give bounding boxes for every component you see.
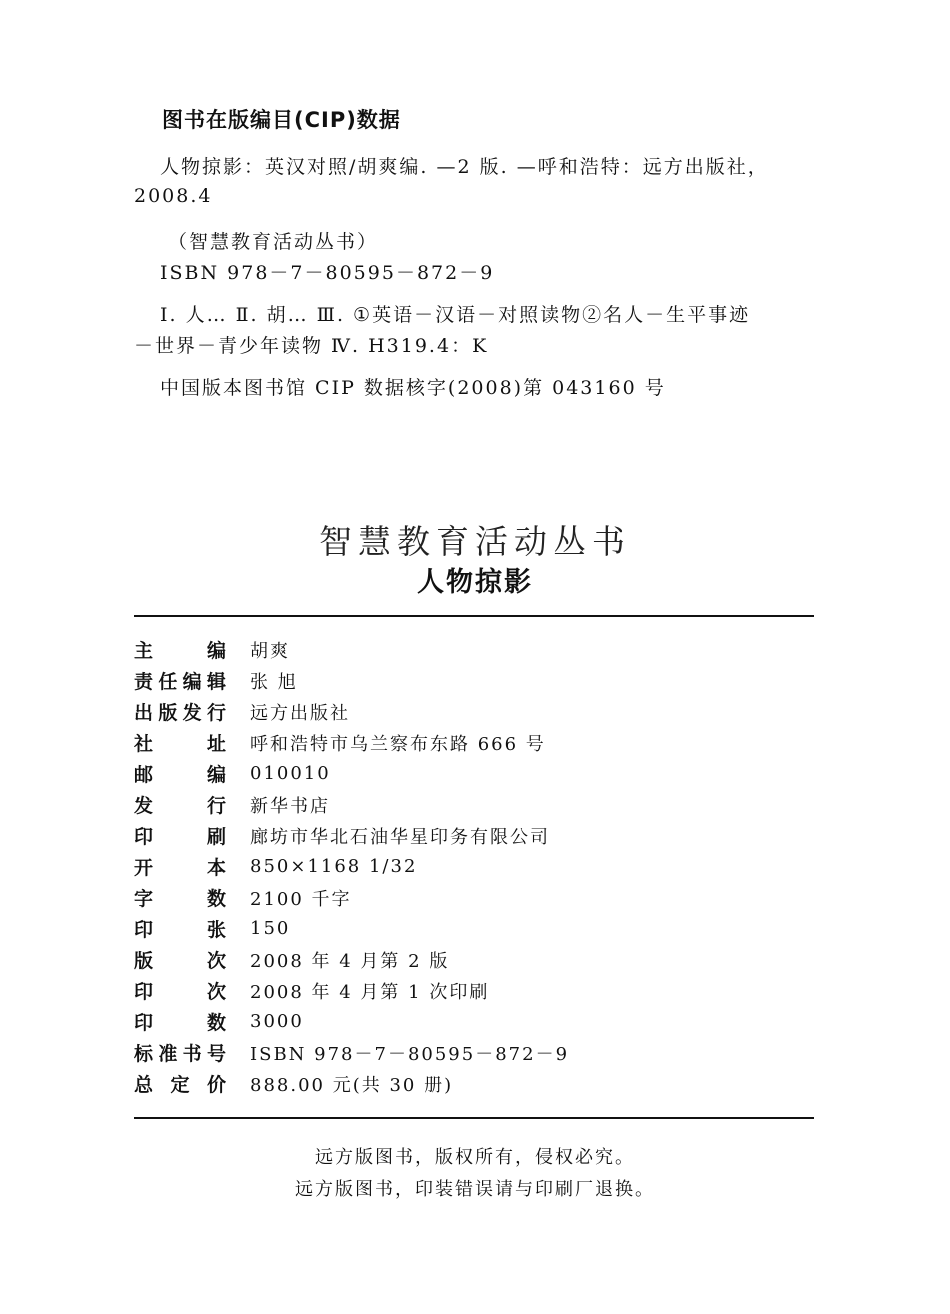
- top-divider: [134, 615, 814, 617]
- info-label-char: 邮: [134, 764, 154, 786]
- info-row: [134, 882, 814, 913]
- info-label-char: 印: [134, 981, 154, 1003]
- info-label-char: 书: [182, 1043, 202, 1065]
- info-value: 呼和浩特市乌兰察布东路 666 号: [250, 733, 546, 755]
- info-label-char: 辑: [206, 671, 226, 693]
- info-label: [134, 760, 226, 787]
- series-title: 智慧教育活动丛书: [319, 522, 631, 561]
- info-value: 3000: [250, 1011, 304, 1032]
- info-label-char: 张: [206, 919, 226, 941]
- info-value: 新华书店: [250, 795, 330, 817]
- info-label-char: 准: [158, 1043, 178, 1065]
- info-label: [134, 946, 226, 973]
- info-label: [134, 667, 226, 694]
- info-row: [134, 820, 814, 851]
- info-label: [134, 1039, 226, 1066]
- publication-info-table: [134, 634, 814, 1099]
- info-value: ISBN 978－7－80595－872－9: [250, 1043, 570, 1065]
- cip-classification-line-2: －世界－青少年读物 Ⅳ. H319.4：K: [134, 335, 489, 357]
- info-label-char: 数: [206, 888, 226, 910]
- info-value: 胡爽: [250, 640, 290, 662]
- book-title: 人物掠影: [417, 567, 533, 598]
- info-row: [134, 1068, 814, 1099]
- info-label: [134, 698, 226, 725]
- info-label-char: 责: [134, 671, 154, 693]
- info-row: [134, 944, 814, 975]
- info-label-char: 编: [182, 671, 202, 693]
- cip-series: （智慧教育活动丛书）: [168, 231, 379, 253]
- cip-entry-line-2: 2008.4: [134, 185, 213, 207]
- info-label-char: 编: [206, 640, 226, 662]
- info-label: [134, 977, 226, 1004]
- info-value: 2100 千字: [250, 888, 352, 910]
- info-row: [134, 913, 814, 944]
- misprint-notice: 远方版图书，印装错误请与印刷厂退换。: [295, 1179, 655, 1200]
- info-row: [134, 758, 814, 789]
- info-label-char: 开: [134, 857, 154, 879]
- info-label: [134, 822, 226, 849]
- info-label-char: 数: [206, 1012, 226, 1034]
- cip-heading: 图书在版编目(CIP)数据: [162, 108, 401, 132]
- info-row: [134, 1037, 814, 1068]
- info-row: [134, 634, 814, 665]
- cip-entry-line-1: 人物掠影：英汉对照/胡爽编. —2 版. —呼和浩特：远方出版社，: [160, 156, 769, 178]
- info-value: 2008 年 4 月第 1 次印刷: [250, 981, 490, 1003]
- info-label-char: 址: [206, 733, 226, 755]
- info-row: [134, 789, 814, 820]
- info-label-char: 任: [158, 671, 178, 693]
- info-label: [134, 1070, 226, 1097]
- info-label-char: 总: [134, 1074, 154, 1096]
- info-label-char: 出: [134, 702, 154, 724]
- info-label: [134, 729, 226, 756]
- info-label-char: 印: [134, 1012, 154, 1034]
- info-label-char: 行: [206, 795, 226, 817]
- bottom-divider: [134, 1117, 814, 1119]
- info-row: [134, 851, 814, 882]
- info-label-char: 编: [206, 764, 226, 786]
- info-label-char: 印: [134, 826, 154, 848]
- info-value: 远方出版社: [250, 702, 350, 724]
- info-value: 2008 年 4 月第 2 版: [250, 950, 450, 972]
- info-label-char: 本: [206, 857, 226, 879]
- info-label-char: 刷: [206, 826, 226, 848]
- info-label-char: 印: [134, 919, 154, 941]
- copyright-notice: 远方版图书，版权所有，侵权必究。: [315, 1147, 635, 1168]
- info-label-char: 版: [158, 702, 178, 724]
- info-row: [134, 696, 814, 727]
- info-label-char: 社: [134, 733, 154, 755]
- info-label-char: 版: [134, 950, 154, 972]
- info-label: [134, 1008, 226, 1035]
- info-value: 850×1168 1/32: [250, 856, 418, 877]
- info-value: 010010: [250, 763, 331, 784]
- info-row: [134, 1006, 814, 1037]
- cip-classification-line-1: Ⅰ. 人… Ⅱ. 胡… Ⅲ. ①英语－汉语－对照读物②名人－生平事迹: [160, 304, 751, 326]
- info-value: 张 旭: [250, 671, 298, 693]
- info-label: [134, 853, 226, 880]
- info-label-char: 定: [170, 1074, 190, 1096]
- info-row: [134, 727, 814, 758]
- info-label-char: 价: [206, 1074, 226, 1096]
- info-label-char: 字: [134, 888, 154, 910]
- info-label-char: 次: [206, 950, 226, 972]
- info-value: 150: [250, 918, 291, 939]
- info-label: [134, 884, 226, 911]
- info-label-char: 行: [206, 702, 226, 724]
- info-label-char: 标: [134, 1043, 154, 1065]
- info-label-char: 发: [182, 702, 202, 724]
- info-row: [134, 665, 814, 696]
- info-label-char: 发: [134, 795, 154, 817]
- cip-library-record: 中国版本图书馆 CIP 数据核字(2008)第 043160 号: [160, 377, 666, 399]
- info-label: [134, 636, 226, 663]
- info-value: 888.00 元(共 30 册): [250, 1074, 454, 1096]
- info-label: [134, 791, 226, 818]
- cip-isbn: ISBN 978－7－80595－872－9: [160, 262, 495, 284]
- info-row: [134, 975, 814, 1006]
- info-label: [134, 915, 226, 942]
- info-value: 廊坊市华北石油华星印务有限公司: [250, 826, 550, 848]
- info-label-char: 次: [206, 981, 226, 1003]
- info-label-char: 号: [206, 1043, 226, 1065]
- info-label-char: 主: [134, 640, 154, 662]
